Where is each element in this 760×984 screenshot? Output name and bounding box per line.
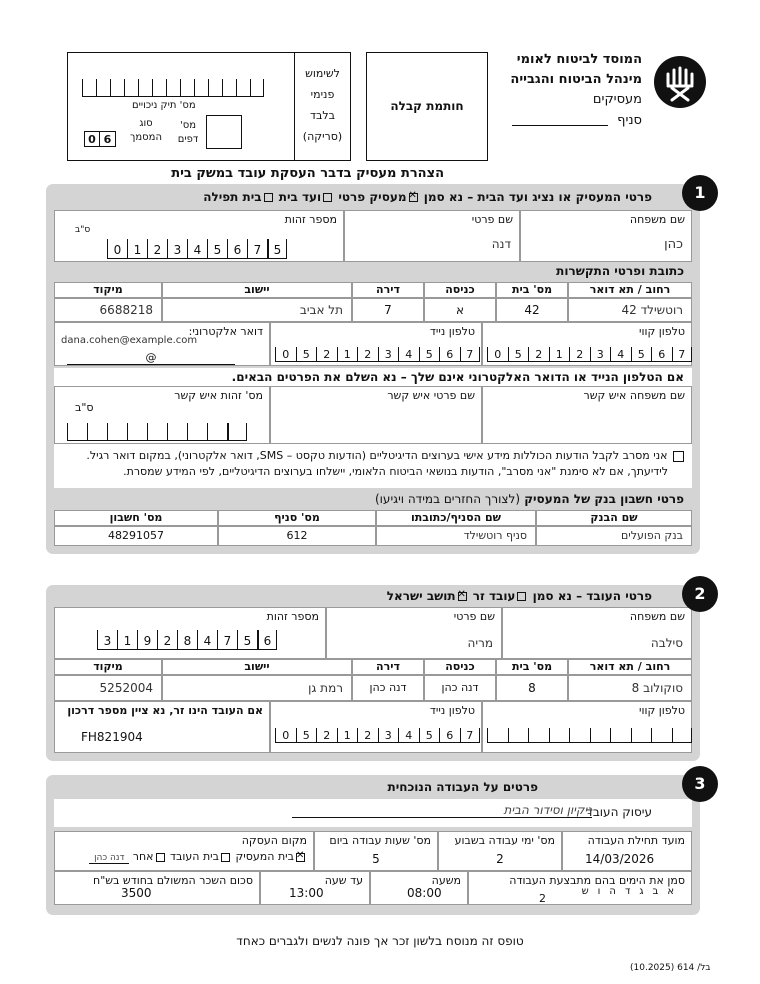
form-code: בל/ 614 (10.2025) [630, 963, 711, 973]
address-bar: כתובת ופרטי התקשרות [54, 264, 692, 280]
receipt-stamp-label: חותמת קבלה [390, 99, 464, 113]
checkbox-israeli-resident[interactable] [458, 592, 467, 601]
internal-use-box [67, 52, 351, 161]
bank-name-field[interactable]: בנק הפועלים [536, 526, 692, 546]
institute-name: המוסד לביטוח לאומי [516, 52, 642, 67]
checkbox-private-employer[interactable] [409, 193, 418, 202]
bituach-leumi-logo [654, 56, 706, 108]
contact-last-name-field[interactable]: שם משפחה איש קשר [482, 386, 692, 444]
section2-title: פרטי העובד – נא סמן עובד זר ✕תושב ישראל [387, 589, 652, 603]
employer-street-field[interactable]: רוטשילד 42 [568, 298, 692, 322]
worker-first-name-field[interactable]: שם פרטי מריה [326, 607, 502, 659]
division-name: מינהל הביטוח והגבייה [510, 72, 642, 87]
employer-entrance-field[interactable]: א [424, 298, 496, 322]
days-per-week-field[interactable]: מס' ימי עבודה בשבוע 2 [438, 831, 562, 871]
worker-last-name-field[interactable]: שם משפחה סילבה [502, 607, 692, 659]
worker-zip-field[interactable]: 5252004 [54, 675, 162, 701]
employer-first-name-field[interactable]: שם פרטי דנה [344, 210, 520, 262]
section3-number: 3 [682, 766, 718, 802]
form-title: הצהרת מעסיק בדבר העסקת עובד במשק בית [171, 166, 444, 181]
doc-type-label: סוג המסמך [130, 118, 162, 143]
employer-zip-field[interactable]: 6688218 [54, 298, 162, 322]
worker-header-house-no: מס' בית [496, 659, 568, 675]
worker-city-field[interactable]: רמת גן [162, 675, 352, 701]
worker-header-city: יישוב [162, 659, 352, 675]
gender-note: טופס זה מנוסח בלשון זכר אך פונה לנשים ולגברים כאחד [236, 934, 524, 948]
worker-header-zip: מיקוד [54, 659, 162, 675]
branch-label: סניף [617, 113, 642, 128]
employer-landline-field[interactable]: טלפון קווי 0 5 2 1 2 3 4 5 6 7 [482, 322, 692, 366]
header-zip: מיקוד [54, 282, 162, 298]
pages-box[interactable] [206, 115, 242, 149]
header-bank-branch-name: שם הסניף/כתובתו [376, 510, 536, 526]
employer-last-name-field[interactable]: שם משפחה כהן [520, 210, 692, 262]
header-account-no: מס' חשבון [54, 510, 218, 526]
weekdays-field[interactable]: סמן את הימים בהם מתבצעת העבודה אבגדהוש 2 [468, 871, 692, 905]
start-date-field[interactable]: מועד תחילת העבודה 14/03/2026 [562, 831, 692, 871]
worker-landline-field[interactable]: טלפון קווי [482, 701, 692, 753]
header-bank-name: שם הבנק [536, 510, 692, 526]
monthly-salary-field[interactable]: סכום השכר המשולם בחודש בש"ח 3500 [54, 871, 260, 905]
to-hour-field[interactable]: עד שעה 13:00 [260, 871, 370, 905]
employer-city-field[interactable]: תל אביב [162, 298, 352, 322]
worker-header-entrance: כניסה [424, 659, 496, 675]
hours-per-day-field[interactable]: מס' שעות עבודה ביום 5 [314, 831, 438, 871]
worker-apartment-field[interactable]: דנה כהן [352, 675, 424, 701]
occupation-field[interactable]: עיסוק העובד ניקיון וסידור הבית [54, 799, 692, 827]
header-bank-branch-no: מס' סניף [218, 510, 376, 526]
workplace-field[interactable]: מקום העסקה ✕בית המעסיק בית העובד אחר דנה כהן [54, 831, 314, 871]
section-worker [46, 585, 700, 761]
header-apartment: דירה [352, 282, 424, 298]
worker-entrance-field[interactable]: דנה כהן [424, 675, 496, 701]
header-street: רחוב / תא דואר [568, 282, 692, 298]
employer-apartment-field[interactable]: 7 [352, 298, 424, 322]
checkbox-refuse-digital[interactable] [673, 451, 684, 462]
employer-email-field[interactable]: דואר אלקטרוני: dana.cohen@example.com @ [54, 322, 270, 366]
checkbox-other-place[interactable] [156, 853, 165, 862]
section1-title: פרטי המעסיק או נציג ועד הבית – נא סמן ✕מעסיק פרטי ועד בית בית תפילה [203, 190, 652, 204]
bank-bar: פרטי חשבון בנק של המעסיק (לצורך החזרים במידה ויגיעו) [54, 490, 692, 508]
worker-header-street: רחוב / תא דואר [568, 659, 692, 675]
employer-id-field[interactable]: מספר זהות ס"ב 0 1 2 3 4 5 6 7 5 [54, 210, 344, 262]
file-number-label: מס' תיק ניכויים [132, 100, 196, 111]
worker-id-field[interactable]: מספר זהות 3 1 9 2 8 4 7 5 6 [54, 607, 326, 659]
section-work-details [46, 775, 700, 915]
receipt-stamp-box [366, 52, 488, 161]
contact-id-field[interactable]: מס' זהות איש קשר ס"ב [54, 386, 270, 444]
section1-number: 1 [682, 175, 718, 211]
header-city: יישוב [162, 282, 352, 298]
checkbox-foreign-worker[interactable] [517, 592, 526, 601]
section3-title: פרטים על העבודה הנוכחית [387, 780, 538, 794]
checkbox-employer-home[interactable] [296, 853, 305, 862]
weekday-letters: אבגדהוש [581, 886, 683, 897]
worker-id-digits: 3 1 9 2 8 4 7 5 6 [97, 630, 277, 650]
checkbox-house-committee[interactable] [323, 193, 332, 202]
worker-header-apartment: דירה [352, 659, 424, 675]
section2-number: 2 [682, 576, 718, 612]
header-house-no: מס' בית [496, 282, 568, 298]
employer-mobile-field[interactable]: טלפון נייד 0 5 2 1 2 3 4 5 6 7 [270, 322, 482, 366]
branch-field[interactable] [512, 125, 608, 126]
from-hour-field[interactable]: משעה 08:00 [370, 871, 468, 905]
contact-first-name-field[interactable]: שם פרטי איש קשר [270, 386, 482, 444]
worker-street-field[interactable]: סוקולוב 8 [568, 675, 692, 701]
header-entrance: כניסה [424, 282, 496, 298]
worker-house-no-field[interactable]: 8 [496, 675, 568, 701]
doc-type-digits: 0 6 [84, 131, 116, 147]
bank-branch-name-field[interactable]: סניף רוטשילד [376, 526, 536, 546]
worker-passport-field[interactable]: אם העובד הינו זר, נא ציין מספר דרכון FH821904 [54, 701, 270, 753]
checkbox-synagogue[interactable] [264, 193, 273, 202]
employer-id-digits: 0 1 2 3 4 5 6 7 5 [107, 239, 287, 259]
file-number-boxes[interactable] [82, 79, 264, 97]
bank-branch-no-field[interactable]: 612 [218, 526, 376, 546]
contact-bar: אם הטלפון הנייד או הדואר האלקטרוני אינם שלך – נא השלם את הפרטים הבאים. [54, 368, 692, 386]
internal-use-label: לשימוש פנימי בלבד (סריקה) [294, 53, 350, 160]
pages-label: מס' דפים [177, 120, 199, 145]
dept-name: מעסיקים [592, 92, 642, 107]
consent-block: אני מסרב לקבל הודעות הכוללות מידע אישי בערוצים הדיגיטליים (הודעות טקסט – SMS, דואר אלקטרוני), במקום דואר רגיל. לידיעתך, אם לא סימנת "אני מסרב", הודעות בנושאי הביטוח הלאומי, יישלחו בערוצים הדיגיטליים, לפי המידע שמסרת. [54, 444, 692, 488]
bank-account-no-field[interactable]: 48291057 [54, 526, 218, 546]
employer-house-no-field[interactable]: 42 [496, 298, 568, 322]
worker-mobile-field[interactable]: טלפון נייד 0 5 2 1 2 3 4 5 6 7 [270, 701, 482, 753]
section-employer [46, 184, 700, 554]
checkbox-worker-home[interactable] [221, 853, 230, 862]
